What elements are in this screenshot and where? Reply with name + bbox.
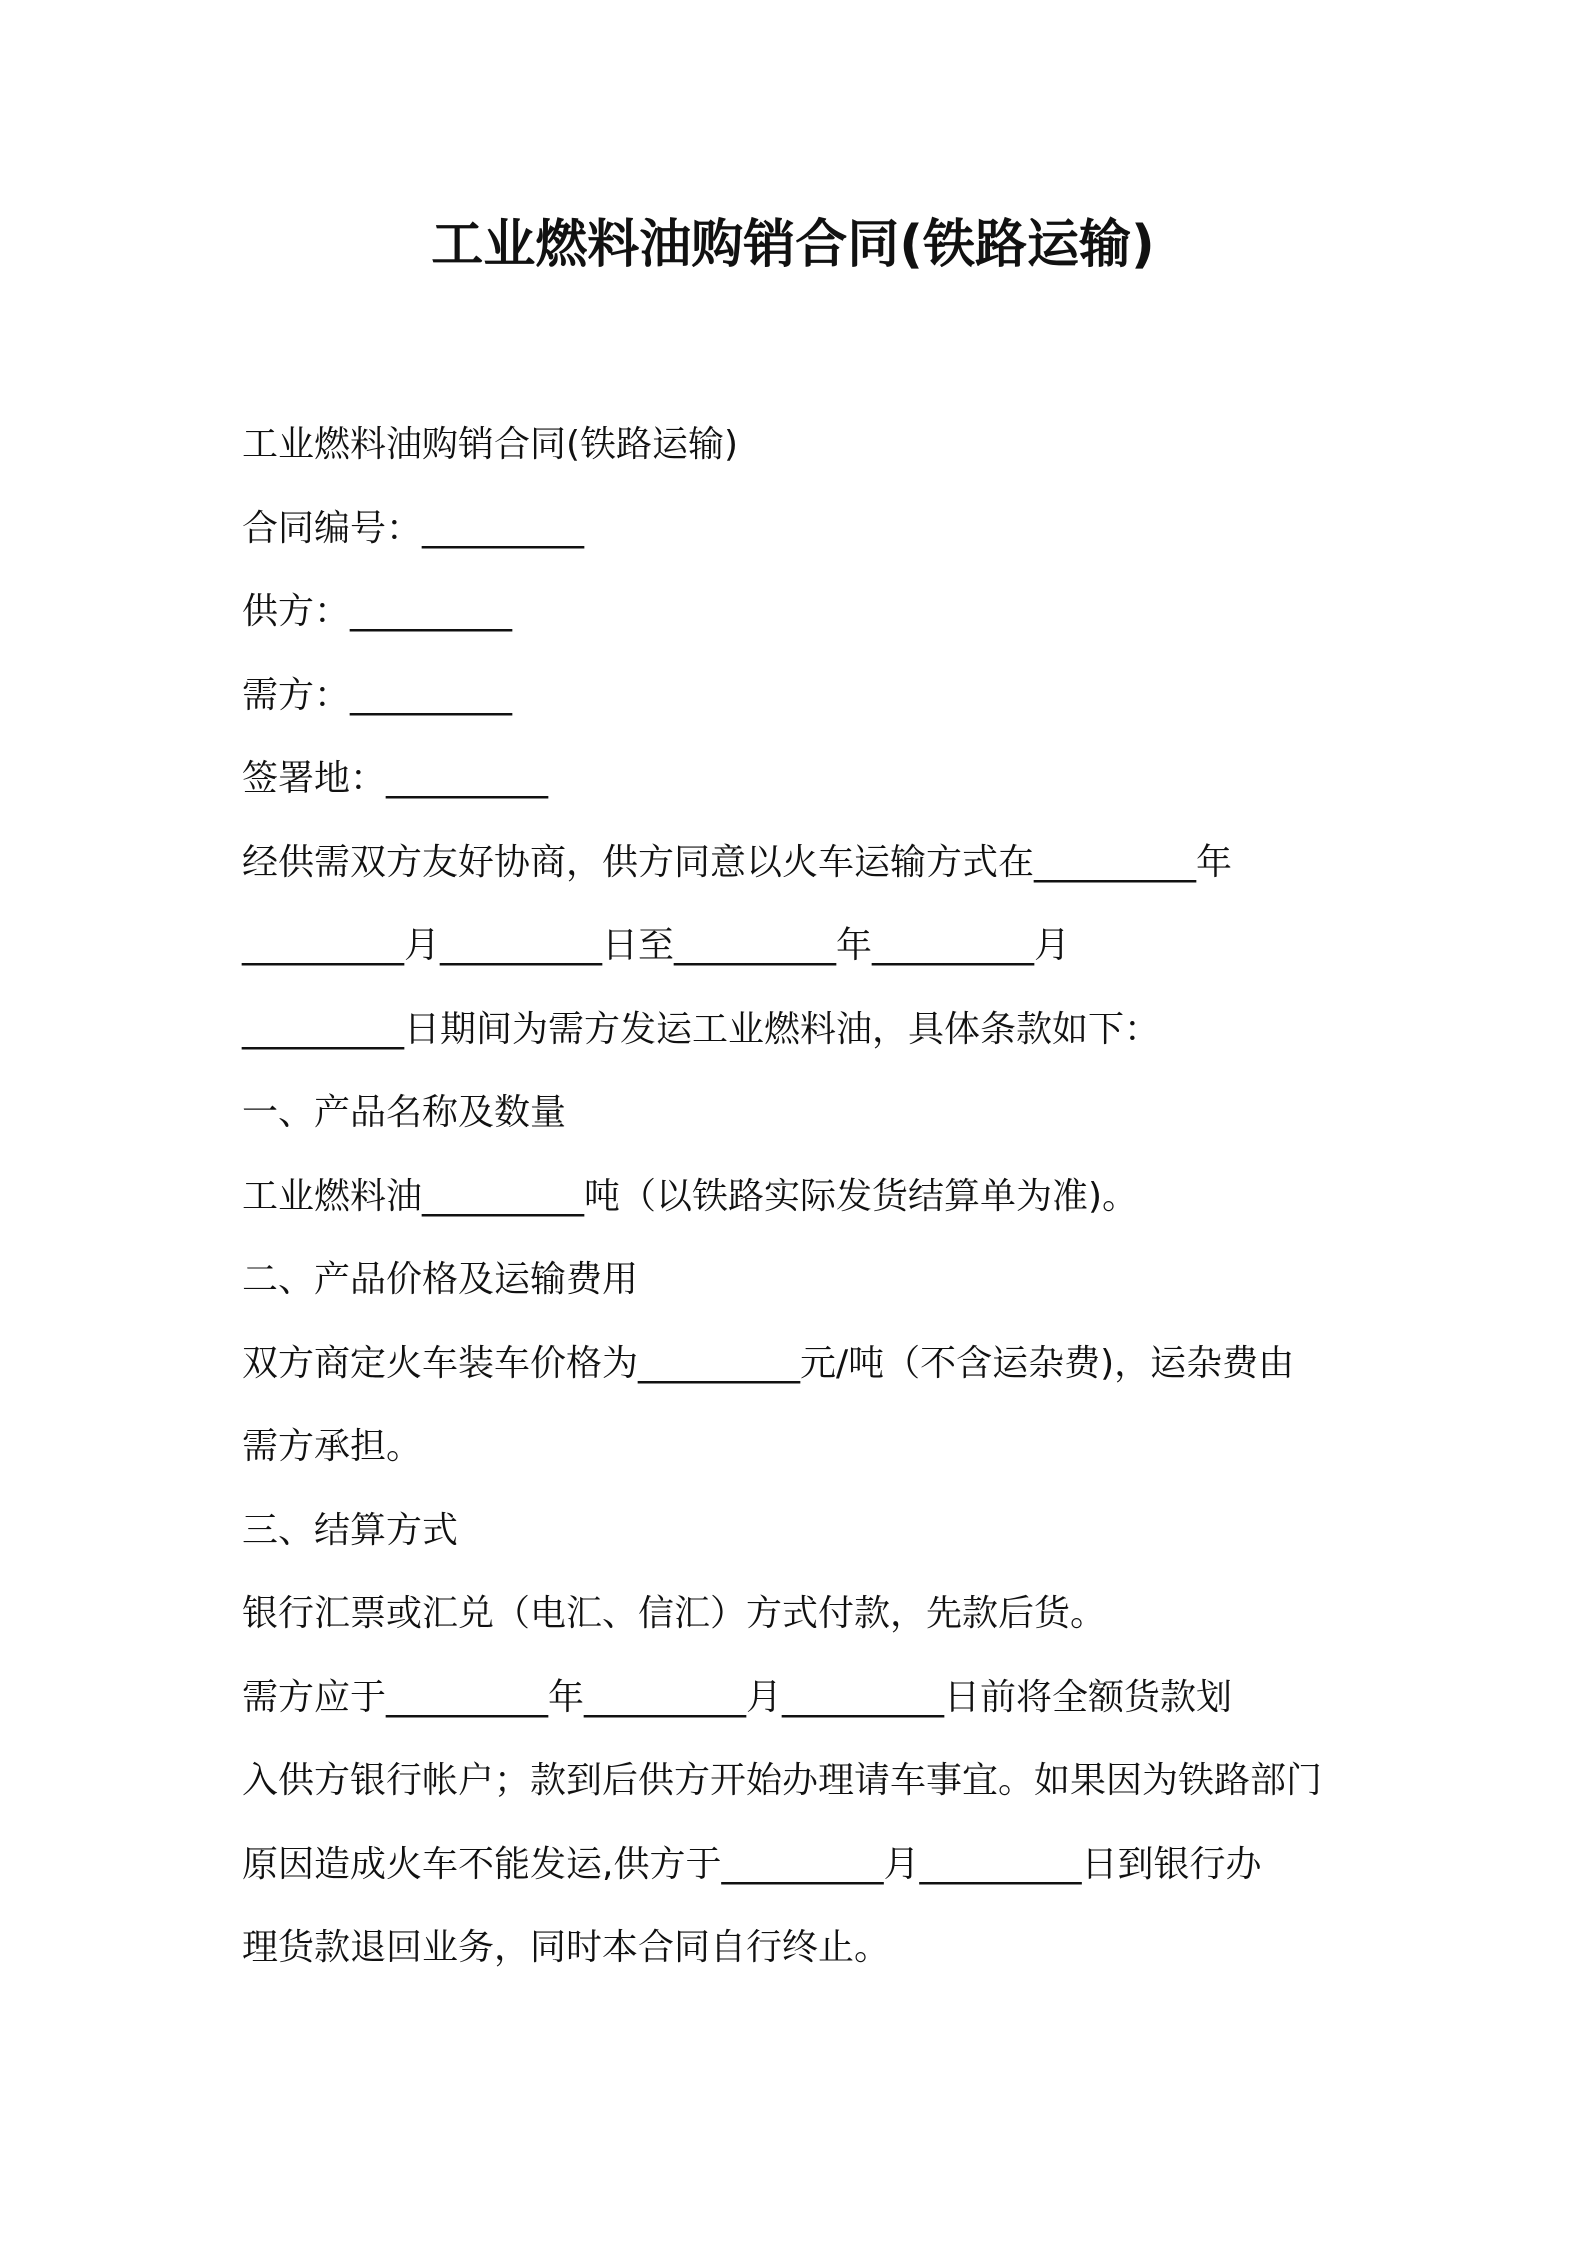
paragraph-line: _________日期间为需方发运工业燃料油，具体条款如下： xyxy=(242,1008,1161,1050)
section-heading: 三、结算方式 xyxy=(242,1509,459,1551)
paragraph-line: 双方商定火车装车价格为_________元/吨（不含运杂费)，运杂费由 xyxy=(242,1342,1295,1384)
section-heading: 二、产品价格及运输费用 xyxy=(242,1259,639,1300)
paragraph-line: 工业燃料油_________吨（以铁路实际发货结算单为准)。 xyxy=(242,1175,1139,1217)
supplier-line: 供方：_________ xyxy=(242,591,513,632)
paragraph-line: 理货款退回业务，同时本合同自行终止。 xyxy=(242,1927,891,1968)
paragraph-line: 经供需双方友好协商，供方同意以火车运输方式在_________年 xyxy=(242,841,1233,883)
paragraph-line: 原因造成火车不能发运,供方于_________月_________日到银行办 xyxy=(242,1843,1262,1885)
contract-number-line: 合同编号：_________ xyxy=(242,507,585,549)
paragraph-line: 入供方银行帐户；款到后供方开始办理请车事宜。如果因为铁路部门 xyxy=(242,1760,1323,1801)
paragraph-line: 需方承担。 xyxy=(242,1426,423,1467)
signing-place-line: 签署地：_________ xyxy=(242,758,549,799)
section-heading: 一、产品名称及数量 xyxy=(242,1092,567,1133)
document-title: 工业燃料油购销合同(铁路运输) xyxy=(431,215,1155,275)
buyer-line: 需方：_________ xyxy=(242,674,513,716)
paragraph-line: _________月_________日至_________年_________月 xyxy=(242,925,1070,966)
subtitle-line: 工业燃料油购销合同(铁路运输) xyxy=(242,424,739,465)
paragraph-line: 银行汇票或汇兑（电汇、信汇）方式付款，先款后货。 xyxy=(242,1593,1107,1634)
document-body xyxy=(242,403,1362,1990)
paragraph-line: 需方应于_________年_________月_________日前将全额货款划 xyxy=(242,1676,1233,1718)
